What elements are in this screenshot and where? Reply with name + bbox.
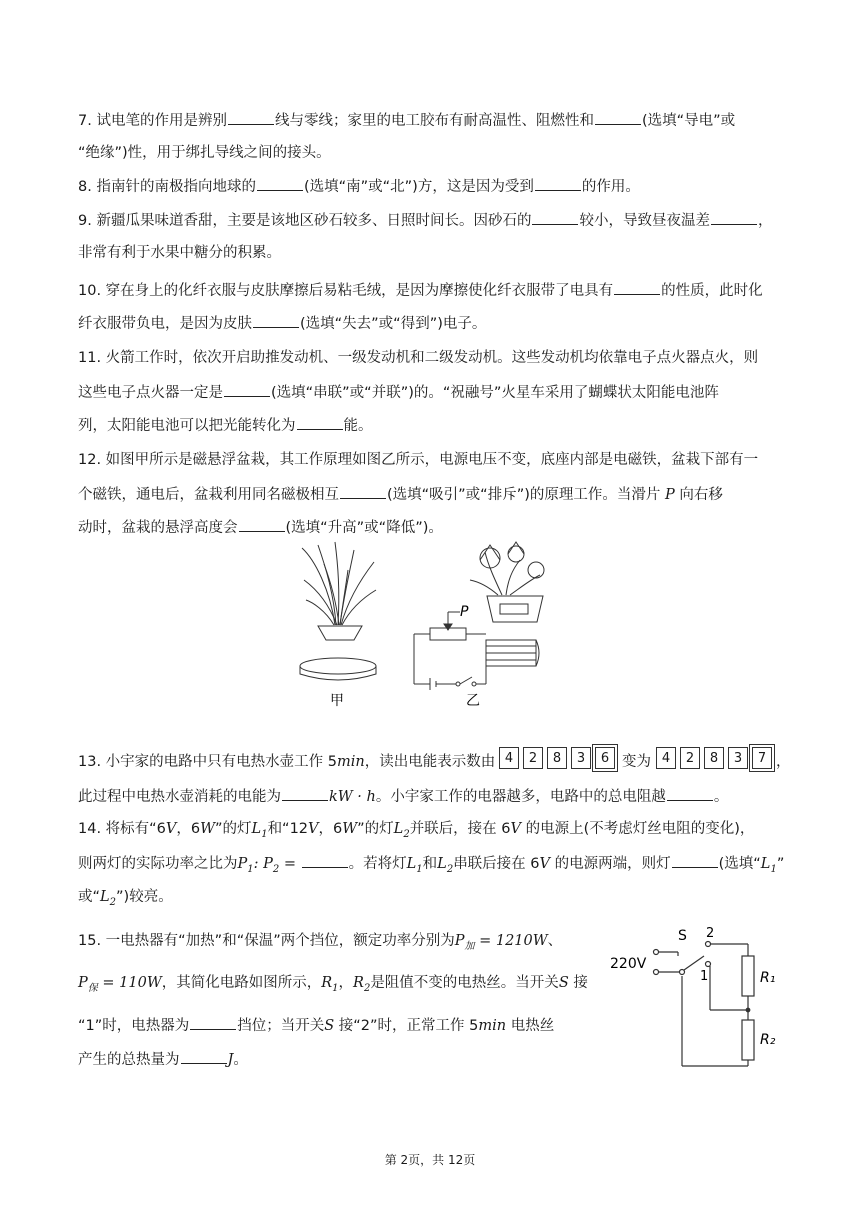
q9-text: ， [757,213,773,229]
q12-line2 [78,484,723,505]
answer-blank[interactable] [181,1049,227,1064]
q14-text: ”)较亮。 [116,889,173,905]
answer-blank[interactable] [239,517,285,532]
math-var: $L_1$ [251,821,268,840]
voltage-label: 220V [610,956,647,972]
q8-line1 [78,176,640,197]
q15-text: 电热丝 [506,1018,555,1034]
q10-line2 [78,313,486,334]
q15-text: “1”时，电热器为 [78,1018,190,1034]
q14-text: 串联后接在 6 [453,856,540,872]
resistor-r1 [742,956,754,996]
q8-text: (选填“南”或“北”)方，这是因为受到 [303,179,534,195]
meter-digit-decimal: 6 [595,747,615,769]
q8-text: 8. 指南针的南极指向地球的 [78,179,256,195]
q11-line2 [78,382,719,403]
math-unit: V [308,821,319,837]
math-unit: W [532,933,548,949]
switch-label: S [678,928,687,944]
switch-pos-1-label: 1 [700,969,709,984]
q11-text: 能。 [343,418,373,434]
q15-text: 。 [233,1052,248,1068]
q15-line2 [78,973,588,999]
q14-text: ，6 [176,821,201,837]
q13-text: ，读出电能表示数由 [364,754,496,770]
math-unit: W [200,821,216,837]
answer-blank[interactable] [595,110,641,125]
math-var: P [664,487,675,503]
q9-line1 [78,210,772,231]
q13-text: 此过程中电热水壶消耗的电能为 [78,789,281,805]
q13-comma [776,752,791,772]
q12-text: 向右移 [679,487,723,503]
math-var: $P_保$ [78,975,98,994]
answer-blank[interactable] [282,786,328,801]
math-unit: kW · h [329,789,376,805]
q13-line2 [78,786,728,807]
q11-line3 [78,415,373,436]
q15-line4 [78,1049,248,1070]
q15-line1 [78,931,562,957]
q11-text: 这些电子点火器一定是 [78,385,223,401]
meter-digit: 3 [728,747,748,769]
meter-digit: 8 [704,747,724,769]
q14-text: 的电源两端，则灯 [550,856,671,872]
q13-text: 。小宇家工作的电器越多，电路中的总电阻越 [375,789,666,805]
answer-blank[interactable] [667,786,713,801]
switch-contact-2 [706,942,711,947]
slider-label-p: P [460,604,469,620]
q10-line1 [78,280,763,301]
q7-text: 线与零线；家里的电工胶布有耐高温性、阻燃性和 [274,113,594,129]
answer-blank[interactable] [302,853,348,868]
answer-blank[interactable] [672,853,718,868]
q14-text: ，6 [318,821,343,837]
meter-digit-decimal: 7 [752,747,772,769]
figure-label-yi: 乙 [466,693,480,709]
math-var: S [324,1018,335,1034]
r1-label: R₁ [760,970,776,986]
answer-blank[interactable] [190,1015,236,1030]
q15-text: 15. 一电热器有“加热”和“保温”两个挡位，额定功率分别为 [78,933,455,949]
q11-text: 11. 火箭工作时，依次开启助推发动机、一级发动机和二级发动机。这些发动机均依靠电子点火器点火，则 [78,350,759,366]
plant-jia [300,542,376,680]
math-expr: = 1210 [474,933,533,949]
meter-digit: 3 [571,747,591,769]
figure-label-jia: 甲 [330,693,344,709]
meter-digit: 2 [680,747,700,769]
math-unit: W [342,821,358,837]
switch-pos-2-label: 2 [706,926,715,941]
meter-digit: 8 [547,747,567,769]
q8-text: 的作用。 [581,179,640,195]
math-unit: min [337,754,365,770]
math-var: $L_1$ [406,856,423,875]
q9-text: 9. 新疆瓜果味道香甜，主要是该地区砂石较多、日照时间长。因砂石的 [78,213,532,229]
answer-blank[interactable] [340,484,386,499]
q14-text: ”的灯 [215,821,252,837]
meter-reading-after [656,747,776,769]
switch-pivot [680,970,685,975]
q12-text: (选填“升高”或“降低”)。 [285,520,443,536]
q15-text: 挡位；当开关 [237,1018,325,1034]
terminal-bottom [654,970,659,975]
meter-reading-before [499,747,619,769]
answer-blank[interactable] [297,415,343,430]
terminal-top [654,950,659,955]
q10-text: 10. 穿在身上的化纤衣服与皮肤摩擦后易粘毛绒，是因为摩擦使化纤衣服带了电具有 [78,283,614,299]
q14-text: 或“ [78,889,101,905]
q11-line1 [78,348,758,368]
math-unit: min [478,1018,507,1034]
q15-line3 [78,1015,554,1036]
q9-text: 较小，导致昼夜温差 [579,213,710,229]
resistor-r2 [742,1020,754,1060]
answer-blank[interactable] [253,313,299,328]
q14-text: 。若将灯 [348,856,407,872]
math-expr: $P_1$: $P_2$ = [237,856,301,875]
q14-line3 [78,887,173,913]
answer-blank[interactable] [711,210,757,225]
q13-text: 13. 小宇家的电路中只有电热水壶工作 5 [78,754,338,770]
math-unit: W [146,975,162,991]
math-unit: V [510,821,522,837]
math-unit: V [539,856,551,872]
answer-blank[interactable] [228,110,274,125]
q15-text: 接“2”时，正常工作 5 [334,1018,479,1034]
answer-blank[interactable] [535,176,581,191]
q7-text: “绝缘”)性，用于绑扎导线之间的接头。 [78,145,331,161]
q14-text: 14. 将标有“6 [78,821,166,837]
q7-text: (选填“导电”或 [641,113,736,129]
switch-contact-1 [706,962,711,967]
math-var: S [558,975,569,991]
heater-circuit-diagram [608,920,798,1080]
q13-text: ， [776,754,791,770]
answer-blank[interactable] [257,176,303,191]
maglev-figure [290,540,580,720]
math-var: $L_2$ [100,889,117,908]
q12-text: 动时，盆栽的悬浮高度会 [78,520,238,536]
q10-text: (选填“失去”或“得到”)电子。 [300,316,487,332]
page-footer: 第 2页，共 12页 [384,1153,476,1167]
math-var: $R_1$ [321,975,339,994]
q15-text: 产生的总热量为 [78,1052,180,1068]
q9-text: 非常有利于水果中糖分的积累。 [78,245,281,261]
q13-line1 [78,752,495,772]
q14-text: 和“12 [267,821,309,837]
math-unit: V [165,821,177,837]
q11-text: (选填“串联”或“并联”)的。“祝融号”火星车采用了蝴蝶状太阳能电池阵 [271,385,719,401]
math-expr: = 110 [97,975,147,991]
meter-digit: 2 [523,747,543,769]
q7-line2 [78,143,331,163]
q10-text: 纤衣服带负电，是因为皮肤 [78,316,252,332]
q7-line1 [78,110,735,131]
q14-text: 并联后，接在 6 [409,821,511,837]
q15-text: 接 [568,975,588,991]
q15-text: 、 [547,933,563,949]
q13-text: 变为 [622,754,651,770]
q14-text: 和 [422,856,438,872]
q12-text: (选填“吸引”或“排斥”)的原理工作。当滑片 [387,487,661,503]
q15-text: 是阻值不变的电热丝。当开关 [370,975,559,991]
answer-blank[interactable] [224,382,270,397]
q14-text: (选填“ [718,856,761,872]
meter-digit: 4 [656,747,676,769]
answer-blank[interactable] [614,280,660,295]
math-var: $P_加$ [454,933,475,952]
q10-text: 的性质，此时化 [661,283,763,299]
answer-blank[interactable] [532,210,578,225]
q14-line1 [78,819,754,845]
q11-text: 列，太阳能电池可以把光能转化为 [78,418,296,434]
q14-text: 的电源上(不考虑灯丝电阻的变化)， [521,821,755,837]
r2-label: R₂ [760,1032,776,1048]
meter-digit: 4 [499,747,519,769]
math-var: $L_2$ [393,821,410,840]
q13-text: 。 [713,789,729,805]
q15-text: ， [338,975,354,991]
q13-to [622,752,651,772]
q7-text: 7. 试电笔的作用是辨别 [78,113,227,129]
math-unit: J [227,1052,234,1068]
q14-line2: 则两灯的实际功率之比为$P_1$: $P_2$ = 。若将灯$L_1$和$L_2$串联后接在 6V 的电源两端，则灯 (选填“$L_1$” [78,853,784,880]
math-var: $R_2$ [353,975,371,994]
q12-text: 个磁铁，通电后，盆栽利用同名磁极相互 [78,487,339,503]
q14-text: 则两灯的实际功率之比为 [78,856,238,872]
math-var: $L_2$ [437,856,454,875]
q12-line3 [78,517,443,538]
math-var: $L_1$ [760,856,777,875]
q15-text: ，其简化电路如图所示， [161,975,322,991]
q9-line2 [78,243,281,263]
plant-yi [414,542,544,690]
q12-line1 [78,450,758,470]
q14-text: ”的灯 [357,821,394,837]
q12-text: 12. 如图甲所示是磁悬浮盆栽，其工作原理如图乙所示，电源电压不变，底座内部是电磁铁，盆栽下部有一 [78,452,759,468]
